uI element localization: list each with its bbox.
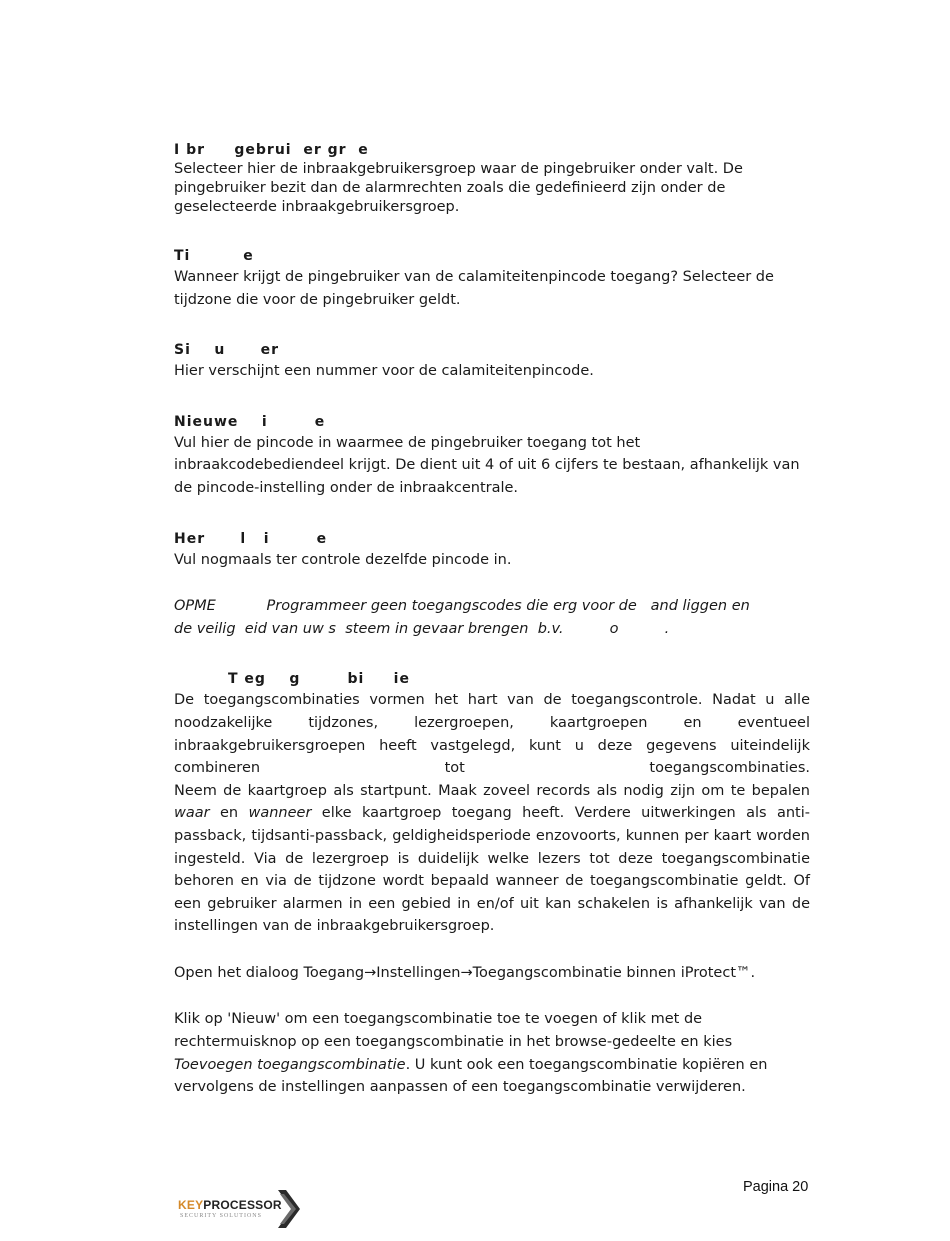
section-heading-4: Nieuwe i e: [174, 413, 326, 430]
text-run: Klik op 'Nieuw' om een toegangscombinatie toe te voegen of klik met de rechtermuisknop op een toegangscombinatie in het browse-gedeelte en kies: [174, 1011, 733, 1051]
logo-processor: PROCESSOR: [203, 1198, 282, 1212]
text-run: elke kaartgroep toegang heeft. Verdere uitwerkingen als anti-passback, tijdsanti-passback, geldigheidsperiode enzovoorts, kunnen per kaart worden ingesteld. Via de lezergroep is duidelijk welke lezers tot deze toegangscombinatie behoren en via de tijdzone wordt bepaald wanneer de toegangscombinatie geldt. Of een gebruiker alarmen in een gebied in en/of uit kan schakelen is afhankelijk van de instellingen van de inbraakgebruikersgroep.: [174, 805, 810, 935]
logo-subtitle: SECURITY SOLUTIONS: [180, 1213, 262, 1219]
section-heading-1: I br gebrui er gr e: [174, 142, 369, 158]
section-heading-3: Si u er: [174, 342, 279, 359]
logo-key: KEY: [178, 1198, 204, 1212]
emphasis-waar: waar: [174, 805, 210, 822]
split-word-2: tot: [444, 760, 465, 777]
section-body-2: Wanneer krijgt de pingebruiker van de calamiteitenpincode toegang? Selecteer de tijdzone die voor de pingebruiker geldt.: [174, 269, 774, 308]
logo-wordmark: [178, 1198, 282, 1212]
split-word-1: combineren: [174, 760, 261, 777]
emphasis-wanneer: wanneer: [248, 805, 312, 822]
main-paragraph-split-line: [174, 757, 810, 780]
section-body-3: Hier verschijnt een nummer voor de calamiteitenpincode.: [174, 363, 594, 380]
final-paragraph: [174, 1008, 810, 1098]
section-heading-2: Ti e: [174, 248, 254, 264]
section-heading-5: Her l i e: [174, 530, 328, 547]
open-dialog-instruction: Open het dialoog Toegang→Instellingen→Toegangscombinatie binnen iProtect™.: [174, 964, 756, 981]
section-body-4: Vul hier de pincode in waarmee de pingebruiker toegang tot het inbraakcodebediendeel krijgt. De dient uit 4 of uit 6 cijfers te bestaan, afhankelijk van de pincode-instelling onder de inbraakcentrale.: [174, 434, 800, 496]
emphasis-toevoegen: Toevoegen toegangscombinatie: [174, 1056, 406, 1073]
note-line-2: de veilig eid van uw s steem in gevaar brengen b.v. o .: [174, 620, 670, 637]
text-run: Neem de kaartgroep als startpunt. Maak zoveel records als nodig zijn om te bepalen: [174, 782, 810, 799]
section-body-1: Selecteer hier de inbraakgebruikersgroep waar de pingebruiker onder valt. De pingebruiker bezit dan de alarmrechten zoals die gedefinieerd zijn onder de geselecteerde inbraakgebruikersgroep.: [174, 161, 743, 215]
main-paragraph-part-1: De toegangscombinaties vormen het hart van de toegangscontrole. Nadat u alle noodzakelijke tijdzones, lezergroepen, kaartgroepen en eventueel inbraakgebruikersgroepen heeft vastgelegd, kunt u deze gegevens uiteindelijk: [174, 692, 810, 754]
main-paragraph: [174, 689, 810, 938]
keyprocessor-logo: [178, 1188, 303, 1230]
text-run: . U kunt ook een toegangscombinatie kopiëren en vervolgens de instellingen aanpassen of een toegangscombinatie verwijderen.: [174, 1056, 768, 1096]
main-heading: T eg g bi ie: [228, 671, 410, 688]
chevron-right-icon: [274, 1188, 302, 1230]
document-body: [174, 141, 810, 1099]
main-paragraph-part-2: [174, 780, 810, 938]
text-run: en: [209, 805, 249, 822]
split-word-3: toegangscombinaties.: [649, 760, 810, 777]
note-line-1: OPME Programmeer geen toegangscodes die erg voor de and liggen en: [174, 598, 750, 615]
page-number: Pagina 20: [743, 1179, 809, 1195]
section-body-5: Vul nogmaals ter controle dezelfde pincode in.: [174, 551, 512, 568]
